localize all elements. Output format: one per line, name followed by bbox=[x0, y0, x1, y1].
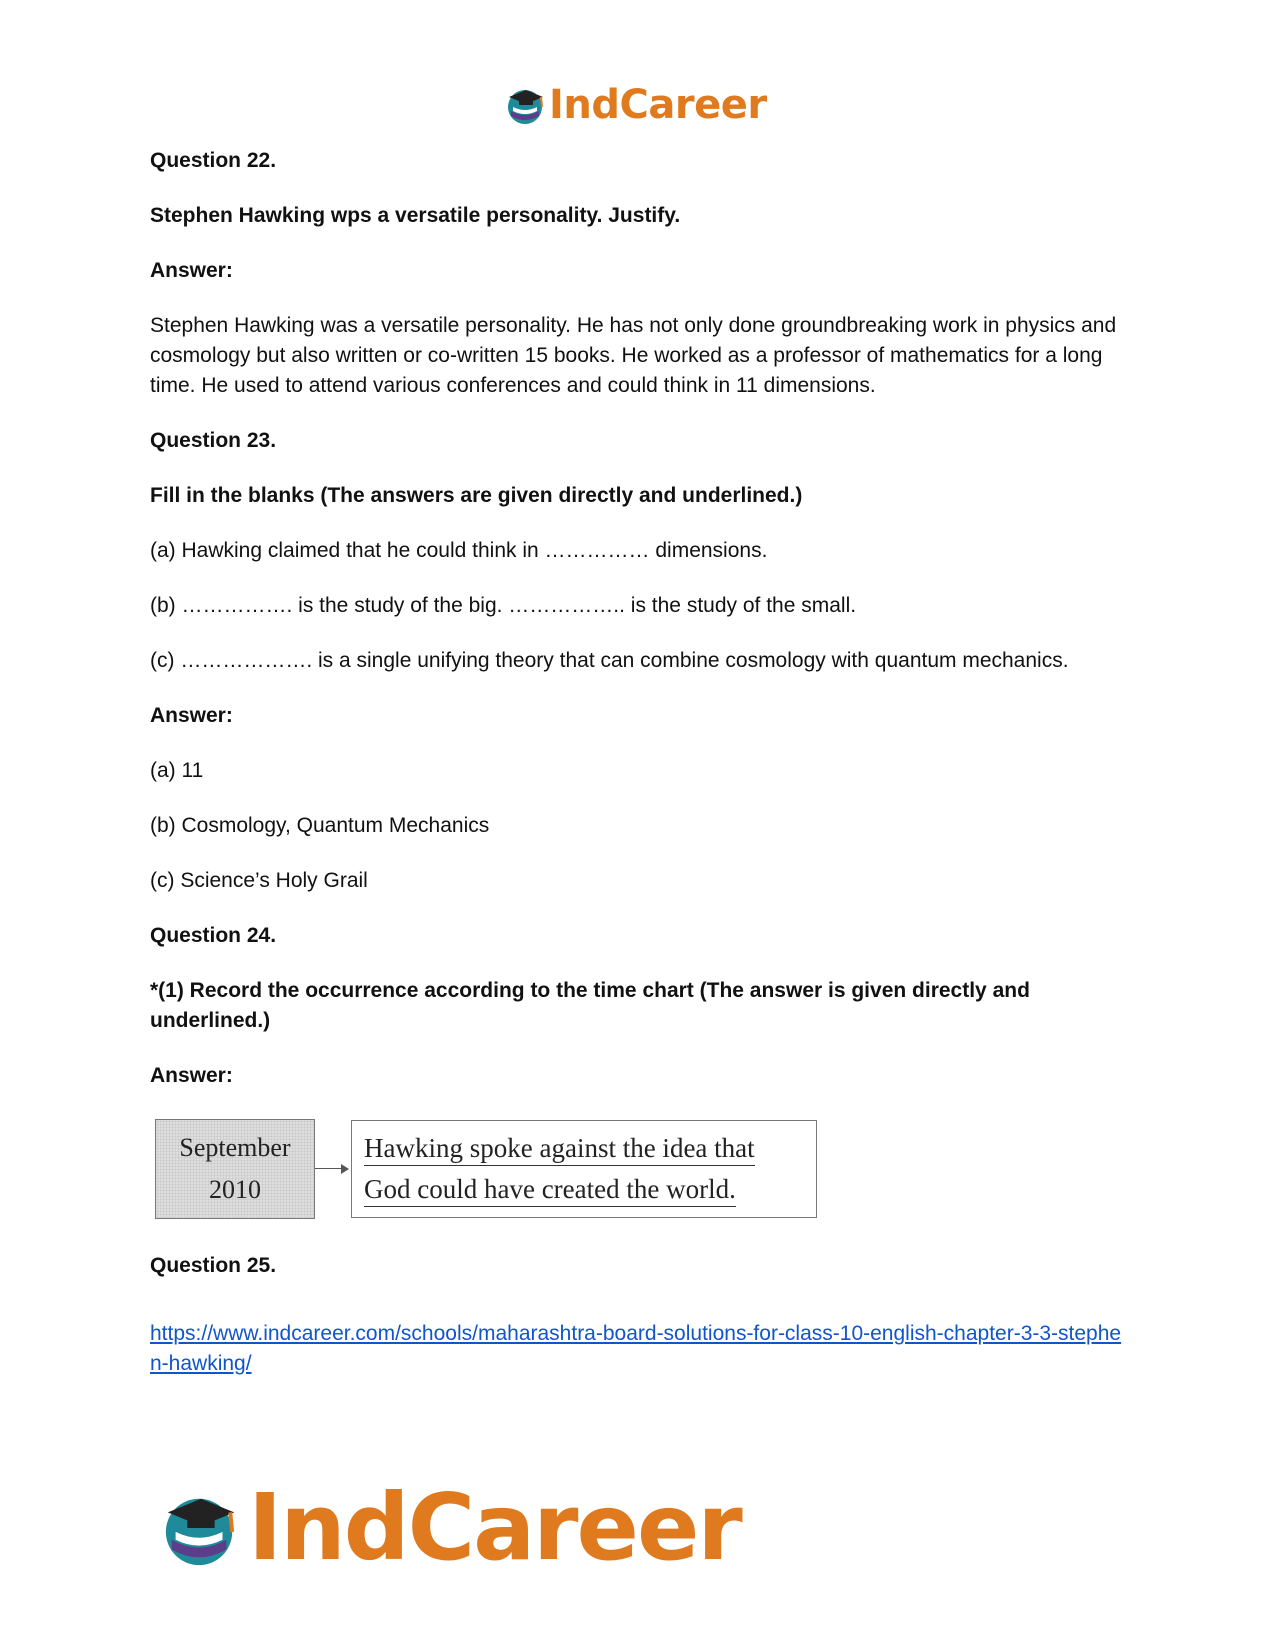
question-23-prompt: Fill in the blanks (The answers are given directly and underlined.) bbox=[150, 484, 803, 507]
graduation-cap-icon bbox=[505, 85, 547, 125]
logo-wordmark: IndCareer bbox=[549, 82, 767, 128]
answer-item-c: (c) Science’s Holy Grail bbox=[150, 869, 368, 892]
blank-item-c: (c) ………………. is a single unifying theory that can combine cosmology with quantum mechanics. bbox=[150, 649, 1069, 672]
footer-logo bbox=[160, 1474, 741, 1581]
question-24-label: Question 24. bbox=[150, 924, 277, 947]
source-url-link[interactable]: https://www.indcareer.com/schools/maharashtra-board-solutions-for-class-10-english-chapter-3-3-stephen-hawking/ bbox=[150, 1322, 1122, 1375]
time-chart-year: 2010 bbox=[209, 1175, 261, 1204]
question-22-answer-label: Answer: bbox=[150, 259, 233, 282]
blank-item-b: (b) ……………. is the study of the big. …………….. is the study of the small. bbox=[150, 594, 857, 617]
question-24-prompt: *(1) Record the occurrence according to the time chart (The answer is given directly and underlined.) bbox=[150, 979, 1030, 1032]
graduation-cap-icon bbox=[160, 1488, 242, 1568]
time-chart-date-box bbox=[155, 1119, 315, 1219]
time-chart-event-line-1: Hawking spoke against the idea that bbox=[364, 1131, 755, 1166]
arrow-right-icon bbox=[315, 1164, 349, 1174]
question-22-prompt: Stephen Hawking wps a versatile personality. Justify. bbox=[150, 204, 681, 227]
question-24-answer-label: Answer: bbox=[150, 1064, 233, 1087]
question-23-answer-label: Answer: bbox=[150, 704, 233, 727]
time-chart-month: September bbox=[179, 1133, 291, 1162]
question-25-label: Question 25. bbox=[150, 1254, 277, 1277]
question-22-answer: Stephen Hawking was a versatile personality. He has not only done groundbreaking work in physics and cosmology but also written or co-written 15 books. He worked as a professor of mathematics for a long time. He used to attend various conferences and could think in 11 dimensions. bbox=[150, 314, 1117, 397]
answer-item-a: (a) 11 bbox=[150, 759, 204, 782]
blank-item-a: (a) Hawking claimed that he could think in …………… dimensions. bbox=[150, 539, 768, 562]
answer-item-b: (b) Cosmology, Quantum Mechanics bbox=[150, 814, 490, 837]
source-link-paragraph bbox=[150, 1319, 1130, 1379]
header-logo bbox=[505, 82, 767, 128]
question-23-label: Question 23. bbox=[150, 429, 277, 452]
document-body bbox=[150, 146, 1130, 1404]
time-chart-event-box bbox=[351, 1120, 817, 1218]
question-22-label: Question 22. bbox=[150, 149, 277, 172]
logo-wordmark: IndCareer bbox=[248, 1474, 741, 1581]
time-chart-event-line-2: God could have created the world. bbox=[364, 1172, 736, 1207]
time-chart bbox=[155, 1119, 1130, 1219]
